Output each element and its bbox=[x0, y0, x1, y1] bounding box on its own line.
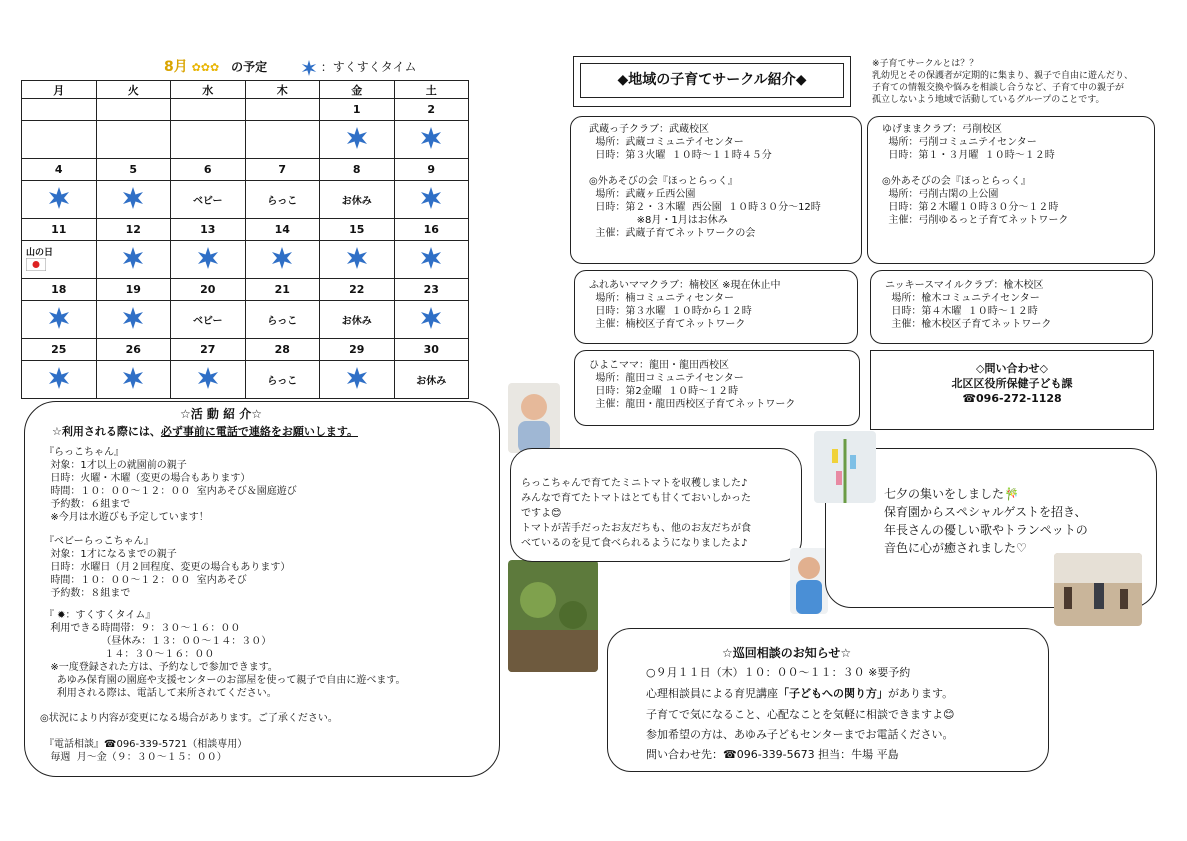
circles-title-frame bbox=[573, 56, 851, 107]
sukusuku-sun-icon bbox=[96, 361, 171, 399]
status-note: ◎状況により内容が変更になる場合があります。ご了承ください。 bbox=[40, 713, 338, 724]
date-number: 1 bbox=[320, 99, 395, 121]
sun-icon bbox=[301, 60, 317, 76]
date-number bbox=[171, 99, 246, 121]
child-photo-1 bbox=[508, 383, 560, 453]
date-number: 2 bbox=[394, 99, 469, 121]
baby-block: 『ベビーらっこちゃん』 対象：1才になるまでの親子 日時：水曜日（月２回程度、変更の場合もあります） 時間：１０：００～１２：００ 室内あそび 予約数：８組まで bbox=[44, 536, 291, 599]
circles-title: ◆地域の子育てサークル紹介◆ bbox=[580, 63, 844, 98]
date-number: 27 bbox=[171, 339, 246, 361]
sukusuku-sun-icon bbox=[22, 361, 97, 399]
calendar-event bbox=[171, 121, 246, 159]
yuge-box bbox=[867, 116, 1155, 264]
month-label: 8月 bbox=[164, 59, 188, 75]
fureai-text: ふれあいママクラブ：楠校区 ※現在休止中 場所：楠コミュニティセンター 日時：第３水曜 １０時から１２時 主催：楠校区子育てネットワーク bbox=[589, 280, 781, 330]
sun-icon bbox=[197, 367, 219, 389]
date-number bbox=[96, 99, 171, 121]
activities-notice bbox=[52, 423, 358, 439]
calendar-event bbox=[22, 121, 97, 159]
weekday-header: 土 bbox=[394, 81, 469, 99]
sun-icon bbox=[420, 307, 442, 329]
calendar-event bbox=[245, 121, 320, 159]
weekday-header: 金 bbox=[320, 81, 395, 99]
contact-box bbox=[870, 350, 1154, 430]
sun-icon bbox=[346, 367, 368, 389]
calendar-event: お休み bbox=[320, 301, 395, 339]
child-photo-2 bbox=[790, 548, 828, 614]
date-number: 28 bbox=[245, 339, 320, 361]
consult-line2: 子育てで気になること、心配なことを気軽に相談できますよ😊 bbox=[646, 708, 955, 721]
sun-icon bbox=[197, 247, 219, 269]
date-number: 11 bbox=[22, 219, 97, 241]
sun-icon bbox=[48, 367, 70, 389]
sukusuku-sun-icon bbox=[320, 121, 395, 159]
calendar-event bbox=[96, 121, 171, 159]
sunflower-icon: ✿✿✿ bbox=[191, 61, 220, 74]
calendar-event: らっこ bbox=[245, 181, 320, 219]
date-number: 20 bbox=[171, 279, 246, 301]
calendar-event: お休み bbox=[394, 361, 469, 399]
calendar-event: お休み bbox=[320, 181, 395, 219]
weekday-header: 火 bbox=[96, 81, 171, 99]
calendar-event: らっこ bbox=[245, 361, 320, 399]
sun-icon bbox=[122, 367, 144, 389]
hall-photo bbox=[1054, 553, 1142, 626]
sukusuku-sun-icon bbox=[320, 241, 395, 279]
circles-about: ※子育てサークルとは？？ 乳幼児とその保護者が定期的に集まり、親子で自由に遊んだり、 子育ての情報交換や悩みを相談し合うなど、子育て中の親子が 孤立しないよう地域で活動しているグループのことです。 bbox=[872, 59, 1134, 105]
date-number: 13 bbox=[171, 219, 246, 241]
sukusuku-sun-icon bbox=[394, 181, 469, 219]
date-number: 4 bbox=[22, 159, 97, 181]
notice-emphasis: 必ず事前に電話で連絡をお願いします。 bbox=[160, 425, 358, 438]
nikki-text: ニッキースマイルクラブ：楡木校区 場所：楡木コミュニテイセンター 日時：第４木曜 １０時～１２時 主催：楡木校区子育てネットワーク bbox=[885, 280, 1052, 330]
yuge-text: ゆげままクラブ：弓削校区 場所：弓削コミュニテイセンター 日時：第１・３月曜 １０時～１２時 ◎外あそびの会『ほっとらっく』 場所：弓削古閑の上公園 日時：第２木曜１０時３０分～１２時 主催：弓削ゆるっと子育てネットワーク bbox=[882, 124, 1069, 226]
sukusuku-sun-icon bbox=[394, 301, 469, 339]
date-number: 14 bbox=[245, 219, 320, 241]
holiday-label: 山の日 bbox=[26, 248, 54, 258]
sun-icon bbox=[48, 307, 70, 329]
sun-icon bbox=[420, 247, 442, 269]
musashi-text: 武蔵っ子クラブ：武蔵校区 場所：武蔵コミュニテイセンター 日時：第３火曜 １０時～１１時４５分 ◎外あそびの会『ほっとらっく』 場所：武蔵ヶ丘西公園 日時：第２・３木曜 西公園 １０時３０分～12時 ※8月・1月はお休み 主催：武蔵子育てネットワークの会 bbox=[589, 124, 821, 239]
weekday-header: 月 bbox=[22, 81, 97, 99]
tanabata-photo bbox=[814, 431, 876, 503]
date-number: 9 bbox=[394, 159, 469, 181]
holiday-cell bbox=[22, 241, 97, 279]
sukusuku-sun-icon bbox=[320, 361, 395, 399]
calendar-event: ベビー bbox=[171, 181, 246, 219]
consult-line3: 参加希望の方は、あゆみ子どもセンターまでお電話ください。 bbox=[646, 728, 954, 741]
date-number: 19 bbox=[96, 279, 171, 301]
rakko-block: 『らっこちゃん』 対象：1才以上の就園前の親子 日時：火曜・木曜（変更の場合もあります） 時間：１０：００～１２：００ 室内あそび＆園庭遊び 予約数：６組まで ※今月は水遊びも予定しています！ bbox=[44, 447, 297, 523]
date-number bbox=[22, 99, 97, 121]
date-number: 5 bbox=[96, 159, 171, 181]
activities-title: ☆活 動 紹 介☆ bbox=[180, 407, 263, 421]
consult-line4: 問い合わせ先：☎096-339-5673 担当：牛場 平島 bbox=[646, 748, 899, 761]
sukusuku-sun-icon bbox=[96, 181, 171, 219]
tomato-story: らっこちゃんで育てたミニトマトを収穫しました♪ みんなで育てたトマトはとても甘くておいしかった ですよ😊 トマトが苦手だったお友だちも、他のお友だちが食 べているのを見て食べられるようになりましたよ♪ bbox=[521, 478, 751, 549]
date-number: 22 bbox=[320, 279, 395, 301]
date-number: 6 bbox=[171, 159, 246, 181]
calendar-event: ベビー bbox=[171, 301, 246, 339]
sukusuku-sun-icon bbox=[96, 241, 171, 279]
weekday-header: 木 bbox=[245, 81, 320, 99]
date-number: 8 bbox=[320, 159, 395, 181]
date-number: 25 bbox=[22, 339, 97, 361]
sukusuku-sun-icon bbox=[22, 301, 97, 339]
date-number: 16 bbox=[394, 219, 469, 241]
hiyoko-text: ひよこママ：龍田・龍田西校区 場所：龍田コミュニテイセンター 日時：第2金曜 １０時～１２時 主催：龍田・龍田西校区子育てネットワーク bbox=[589, 360, 796, 410]
date-number: 15 bbox=[320, 219, 395, 241]
sukusuku-sun-icon bbox=[245, 241, 320, 279]
calendar-table bbox=[21, 80, 469, 399]
contact-text: ◇問い合わせ◇ 北区区役所保健子ども課 ☎096-272-1128 bbox=[951, 362, 1073, 405]
sun-icon bbox=[420, 127, 442, 149]
date-number bbox=[245, 99, 320, 121]
sukusuku-sun-icon bbox=[394, 241, 469, 279]
nikki-box bbox=[870, 270, 1153, 344]
line1-emphasis: 「子どもへの関り方」 bbox=[778, 687, 888, 700]
garden-photo bbox=[508, 560, 598, 672]
date-number: 29 bbox=[320, 339, 395, 361]
line1-prefix: 心理相談員による育児講座 bbox=[646, 687, 778, 700]
tanabata-story: 七夕の集いをしました🎋 保育園からスペシャルゲストを招き、 年長さんの優しい歌やトランペットの 音色に心が癒されました♡ bbox=[884, 487, 1088, 555]
schedule-label: の予定 bbox=[231, 60, 268, 74]
date-number: 30 bbox=[394, 339, 469, 361]
sun-icon bbox=[346, 127, 368, 149]
sun-icon bbox=[122, 247, 144, 269]
consult-date: ○９月１１日（木）１０：００～１１：３０ ※要予約 bbox=[646, 666, 911, 679]
sun-icon bbox=[346, 247, 368, 269]
notice-prefix: ☆利用される際には、 bbox=[52, 425, 161, 438]
calendar-header bbox=[164, 56, 464, 76]
sun-icon bbox=[48, 187, 70, 209]
hiyoko-box bbox=[574, 350, 860, 426]
flag-icon bbox=[26, 258, 46, 271]
legend-label: ：すくすくタイム bbox=[320, 60, 417, 74]
sukusuku-block: 『 ✹：すくすくタイム』 利用できる時間帯：９：３０～１６：００ （昼休み：１３：００～１４：３０） １４：３０～１６：００ ※一度登録された方は、予約なしで参加できます。 あゆみ保育園の園庭や支援センターのお部屋を使って親子で自由に遊べます。 利用される際は、電話して来所されてください。 bbox=[44, 610, 406, 699]
sukusuku-sun-icon bbox=[394, 121, 469, 159]
phone-block: 『電話相談』☎096-339-5721（相談専用） 毎週 月～金（９：３０～１５：００） bbox=[44, 739, 248, 763]
date-number: 26 bbox=[96, 339, 171, 361]
date-number: 7 bbox=[245, 159, 320, 181]
sukusuku-sun-icon bbox=[22, 181, 97, 219]
consult-line1 bbox=[646, 685, 953, 701]
fureai-box bbox=[574, 270, 858, 344]
sukusuku-sun-icon bbox=[171, 361, 246, 399]
sun-icon bbox=[122, 307, 144, 329]
date-number: 21 bbox=[245, 279, 320, 301]
date-number: 18 bbox=[22, 279, 97, 301]
sun-icon bbox=[122, 187, 144, 209]
date-number: 12 bbox=[96, 219, 171, 241]
sukusuku-sun-icon bbox=[96, 301, 171, 339]
line1-suffix: があります。 bbox=[888, 687, 954, 700]
calendar-event: らっこ bbox=[245, 301, 320, 339]
consult-title: ☆巡回相談のお知らせ☆ bbox=[722, 646, 852, 660]
sun-icon bbox=[271, 247, 293, 269]
weekday-header: 水 bbox=[171, 81, 246, 99]
sukusuku-sun-icon bbox=[171, 241, 246, 279]
sun-icon bbox=[420, 187, 442, 209]
date-number: 23 bbox=[394, 279, 469, 301]
musashi-box bbox=[570, 116, 862, 264]
